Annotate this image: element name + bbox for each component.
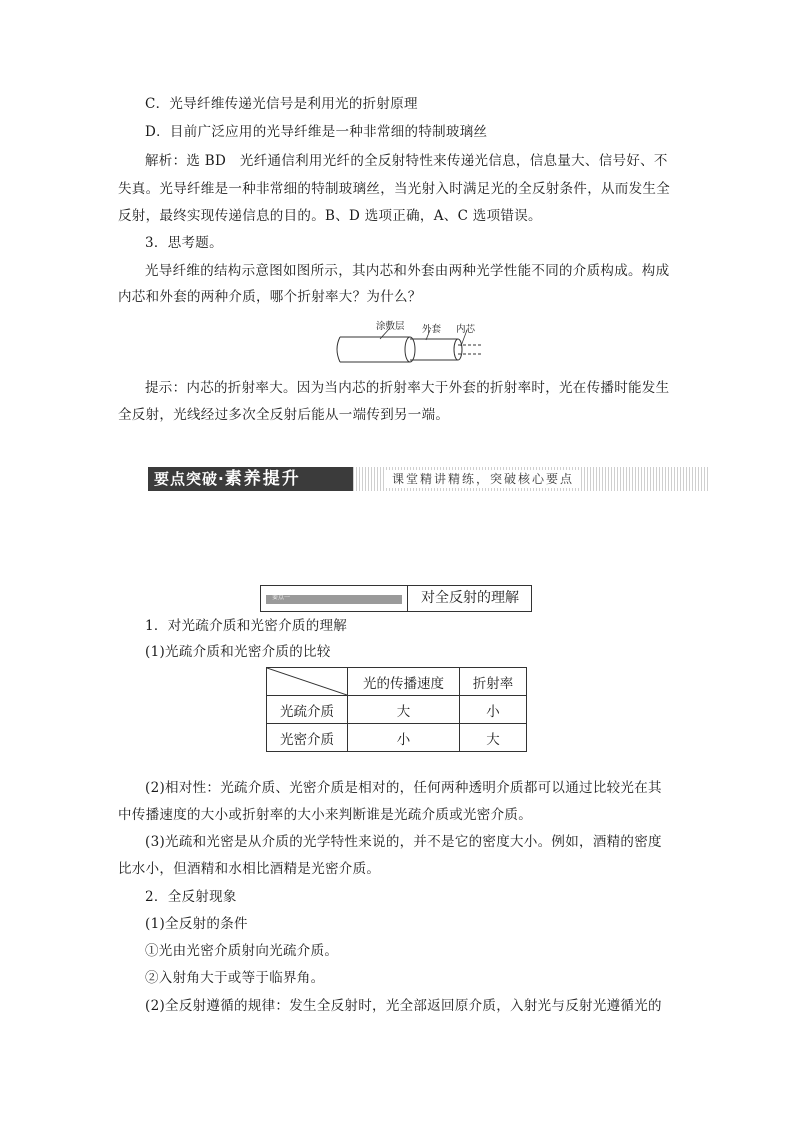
label-coating: 涂敷层 <box>376 321 405 332</box>
table-cell: 光密介质 <box>267 724 348 752</box>
table-cell: 小 <box>460 696 527 724</box>
analysis-line-3: 反射，最终实现传递信息的目的。B、D 选项正确，A、C 选项错误。 <box>118 208 542 224</box>
key-point-divider <box>407 586 408 611</box>
option-d: D．目前广泛应用的光导纤维是一种非常细的特制玻璃丝 <box>145 124 488 140</box>
label-jacket: 外套 <box>422 324 442 335</box>
table-header-cell: 折射率 <box>460 668 527 696</box>
table-header-row <box>267 668 527 696</box>
hint-line-2: 全反射，光线经过多次全反射后能从一端传到另一端。 <box>118 407 450 423</box>
table-corner-cell <box>267 668 348 696</box>
analysis-line-1: 解析：选 BD 光纤通信利用光纤的全反射特性来传递光信息，信息量大、信号好、不 <box>145 153 668 169</box>
key-point-title: 对全反射的理解 <box>421 590 519 606</box>
relativity-line-2: 中传播速度的大小或折射率的大小来判断谁是光疏介质或光密介质。 <box>118 807 532 823</box>
question-3-line-2: 内芯和外套的两种介质，哪个折射率大？为什么？ <box>118 289 422 305</box>
subsection-2-1-heading: (1)全反射的条件 <box>145 916 248 932</box>
section-banner <box>148 467 708 491</box>
banner-title <box>148 467 353 491</box>
option-c: C．光导纤维传递光信号是利用光的折射原理 <box>145 96 418 112</box>
table-cell: 大 <box>460 724 527 752</box>
banner-subtitle: 课堂精讲精练，突破核心要点 <box>386 470 580 488</box>
table-header-cell: 光的传播速度 <box>348 668 460 696</box>
table-cell: 小 <box>348 724 460 752</box>
table-row <box>267 724 527 752</box>
rule-line-1: (2)全反射遵循的规律：发生全反射时，光全部返回原介质，入射光与反射光遵循光的 <box>145 998 662 1014</box>
property-line-2: 比水小，但酒精和水相比酒精是光密介质。 <box>118 861 381 877</box>
analysis-line-2: 失真。光导纤维是一种非常细的特制玻璃丝，当光射入时满足光的全反射条件，从而发生全 <box>118 181 670 197</box>
diagonal-line <box>267 668 347 695</box>
question-3-heading: 3．思考题。 <box>145 235 223 251</box>
relativity-line-1: (2)相对性：光疏介质、光密介质是相对的，任何两种透明介质都可以通过比较光在其 <box>145 780 662 796</box>
key-point-tag <box>266 595 402 604</box>
hint-line-1: 提示：内芯的折射率大。因为当内芯的折射率大于外套的折射率时，光在传播时能发生 <box>145 380 670 396</box>
key-point-tag-text: 要点一 <box>272 594 291 601</box>
table-row <box>267 696 527 724</box>
table-cell: 光疏介质 <box>267 696 348 724</box>
condition-2: ②入射角大于或等于临界角。 <box>145 970 325 986</box>
condition-1: ①光由光密介质射向光疏介质。 <box>145 943 339 959</box>
banner-title-big: 素养提升 <box>224 469 301 489</box>
label-core: 内芯 <box>456 324 476 335</box>
question-3-line-1: 光导纤维的结构示意图如图所示，其内芯和外套由两种光学性能不同的介质构成。构成 <box>145 263 670 279</box>
subsection-2-heading: 2．全反射现象 <box>145 889 237 905</box>
subsection-1-1-heading: (1)光疏介质和光密介质的比较 <box>145 644 331 660</box>
banner-title-small: 要点突破· <box>154 470 225 488</box>
medium-comparison-table <box>266 667 527 752</box>
subsection-1-heading: 1．对光疏介质和光密介质的理解 <box>145 618 348 634</box>
property-line-1: (3)光疏和光密是从介质的光学特性来说的，并不是它的密度大小。例如，酒精的密度 <box>145 834 662 850</box>
optical-fiber-diagram <box>330 318 490 368</box>
table-cell: 大 <box>348 696 460 724</box>
key-point-header <box>260 585 532 612</box>
